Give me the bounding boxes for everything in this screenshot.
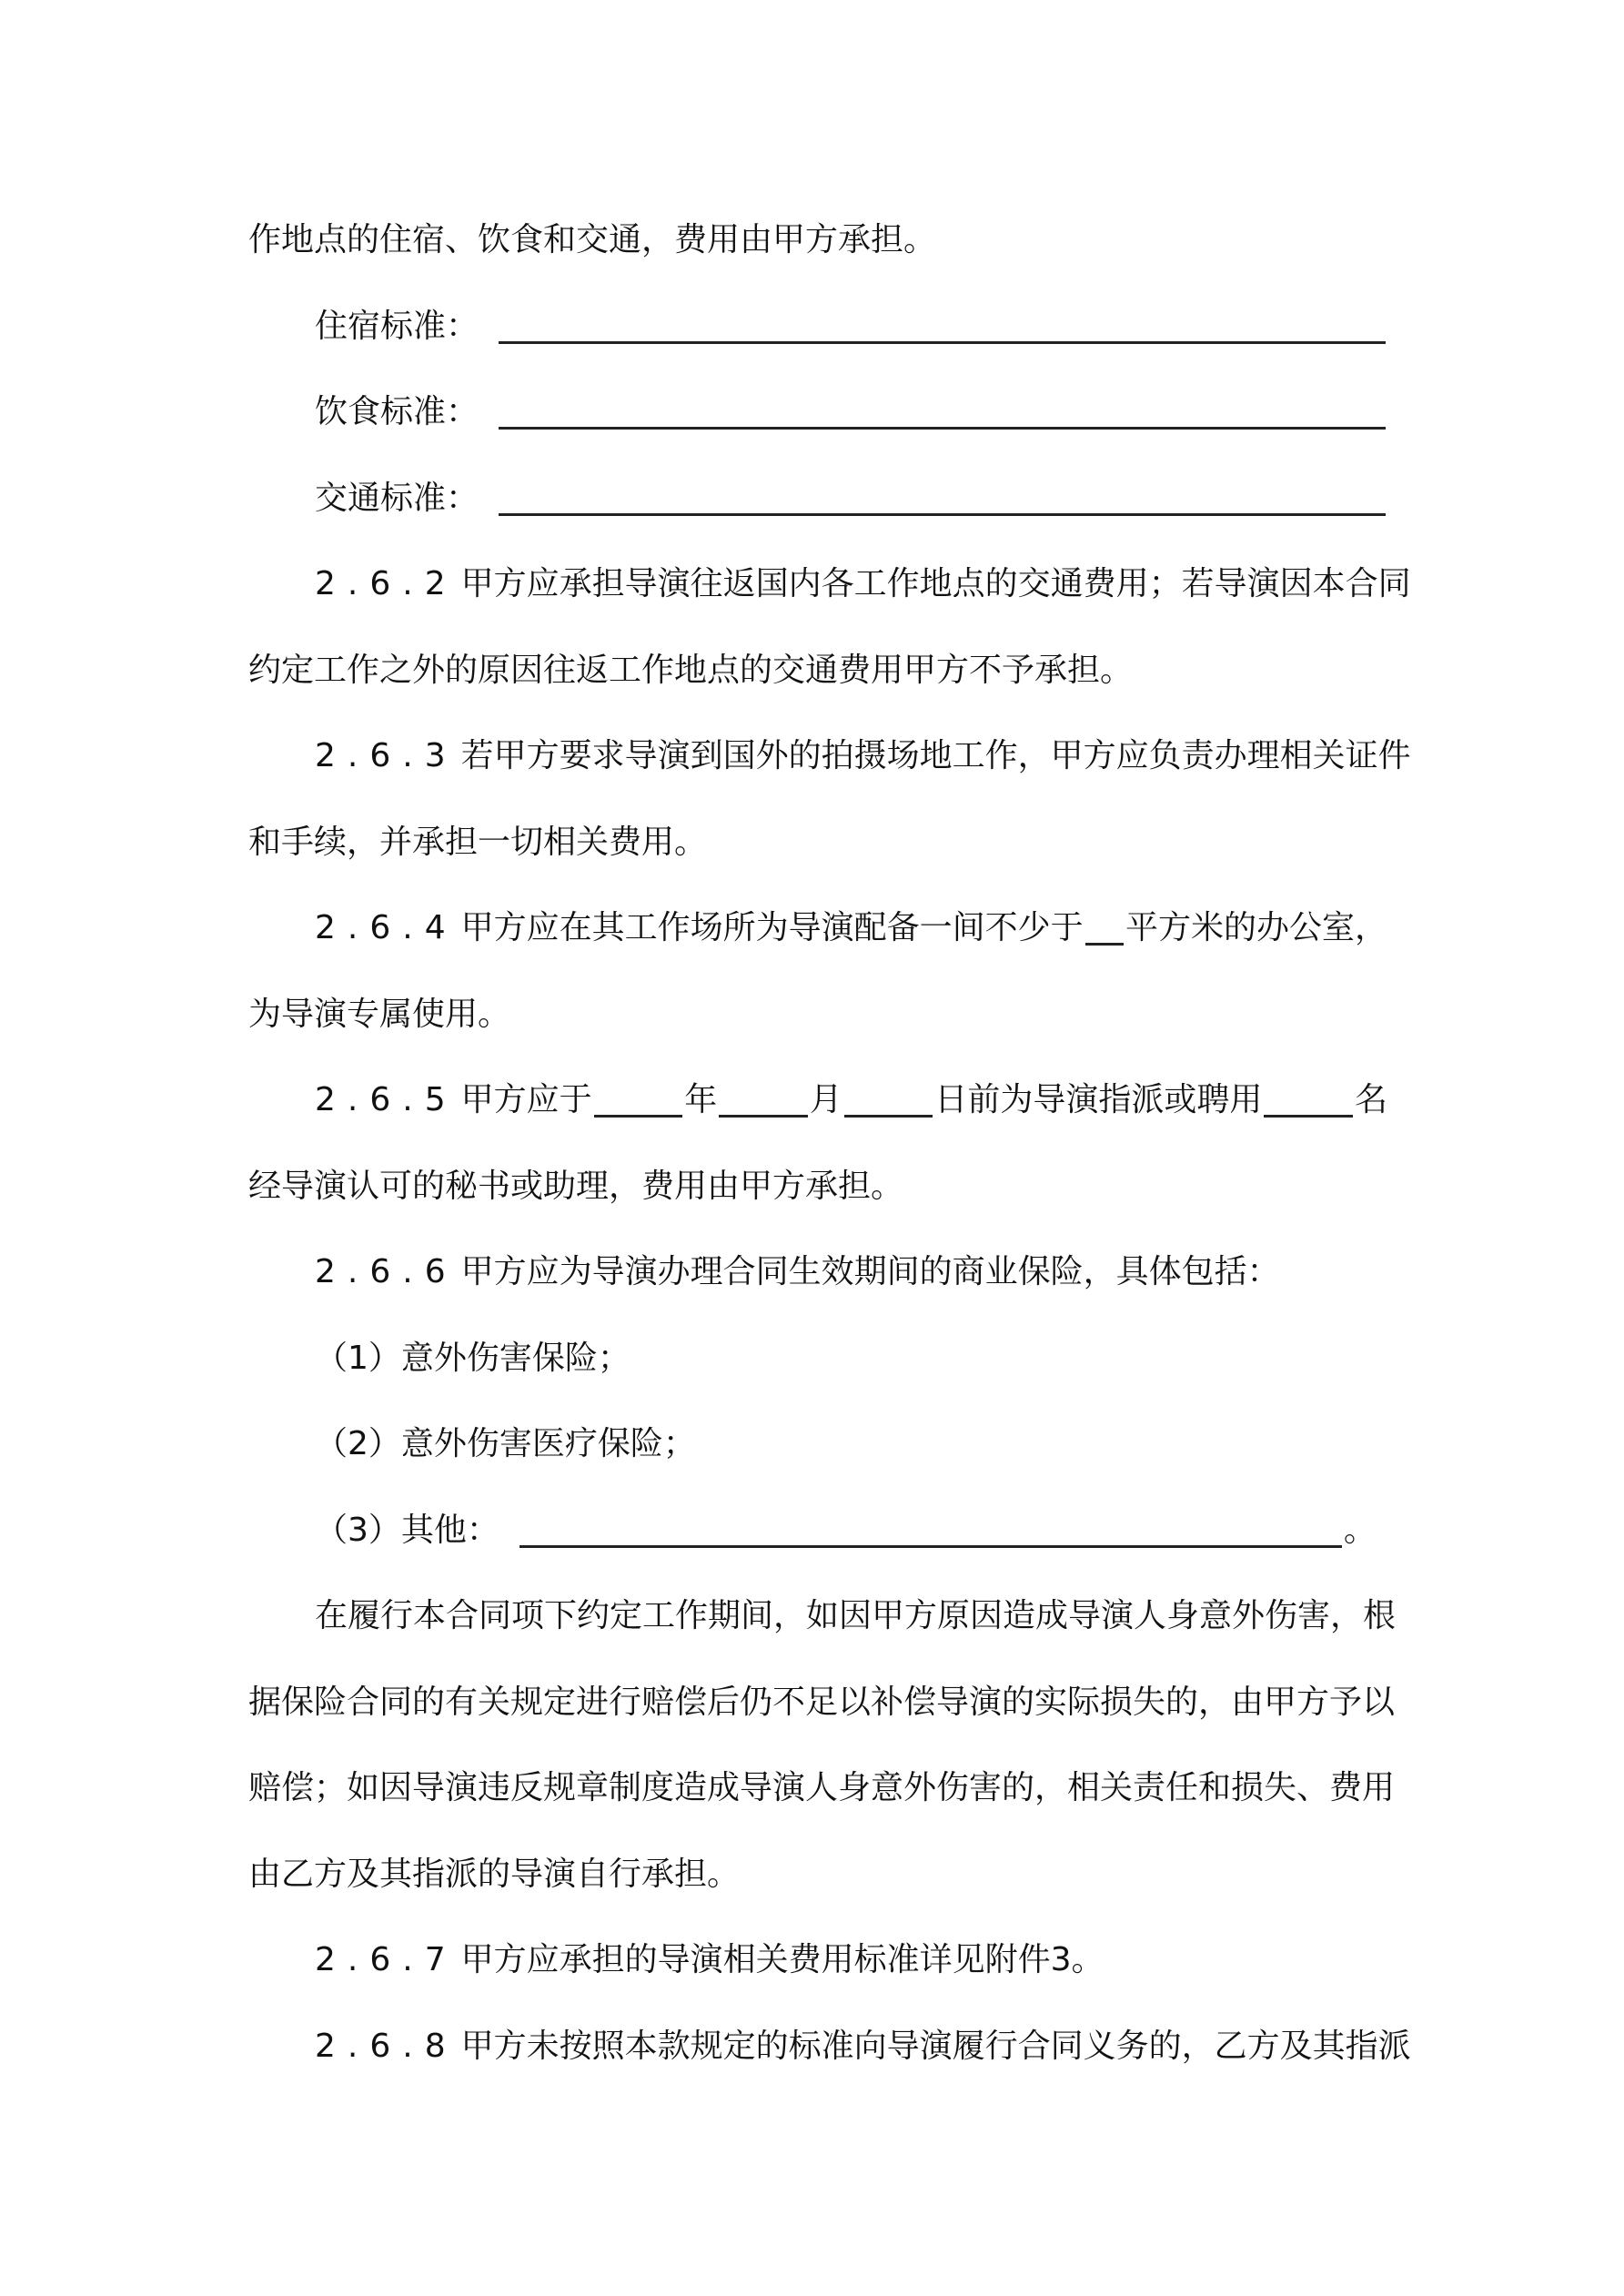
fill-in-blank <box>844 1084 933 1118</box>
text-line <box>315 1423 1387 1465</box>
text-segment: 年 <box>684 1081 718 1118</box>
text-line <box>248 994 1387 1036</box>
text-line <box>315 563 1411 605</box>
text-segment: 作地点的住宿、饮食和交通，费用由甲方承担。 <box>248 221 937 258</box>
text-line <box>315 2026 1411 2068</box>
text-segment: （2）意外伤害医疗保险； <box>315 1425 696 1462</box>
text-line <box>315 1338 1387 1380</box>
text-segment: 若甲方要求导演到国外的拍摄场地工作，甲方应负责办理相关证件 <box>460 737 1411 774</box>
text-segment: 赔偿；如因导演违反规章制度造成导演人身意外伤害的，相关责任和损失、费用 <box>248 1769 1396 1806</box>
text-line <box>315 1939 1387 1981</box>
text-segment: 据保险合同的有关规定进行赔偿后仍不足以补偿导演的实际损失的，由甲方予以 <box>248 1683 1396 1721</box>
text-line <box>315 907 1387 949</box>
text-segment: 甲方应于 <box>460 1081 592 1118</box>
fill-in-blank <box>719 1084 808 1118</box>
text-segment: 甲方应为导演办理合同生效期间的商业保险，具体包括： <box>460 1253 1280 1290</box>
text-segment: 由乙方及其指派的导演自行承担。 <box>248 1855 741 1893</box>
clause-number: 2.6.3 <box>315 737 458 774</box>
text-segment: 甲方未按照本款规定的标准向导演履行合同义务的，乙方及其指派 <box>460 2027 1411 2065</box>
text-line <box>315 1251 1387 1293</box>
clause-number: 2.6.8 <box>315 2027 458 2065</box>
clause-number: 2.6.6 <box>315 1253 458 1290</box>
text-line <box>248 1682 1396 1724</box>
text-segment: 甲方应在其工作场所为导演配备一间不少于 <box>460 909 1084 946</box>
text-segment: 住宿标准： <box>315 307 479 345</box>
text-line <box>315 735 1411 777</box>
text-line <box>315 306 1387 348</box>
text-line <box>315 1079 1387 1121</box>
text-line <box>248 1854 1387 1896</box>
clause-number: 2.6.2 <box>315 565 458 602</box>
text-segment: 名 <box>1354 1081 1387 1118</box>
fill-in-blank <box>594 1084 683 1118</box>
text-line <box>315 1595 1397 1637</box>
text-line <box>248 219 1387 261</box>
text-segment: 在履行本合同项下约定工作期间，如因甲方原因造成导演人身意外伤害，根 <box>315 1597 1397 1634</box>
text-line <box>248 1767 1396 1809</box>
fill-in-blank <box>519 1514 1342 1548</box>
fill-in-blank <box>1264 1084 1353 1118</box>
text-line <box>315 391 1387 433</box>
text-segment: （3）其他： <box>315 1511 499 1549</box>
text-line <box>315 1510 1387 1552</box>
fill-in-blank <box>499 396 1386 430</box>
text-segment: 月 <box>809 1081 842 1118</box>
text-segment: 经导演认可的秘书或助理，费用由甲方承担。 <box>248 1167 904 1205</box>
clause-number: 2.6.4 <box>315 909 458 946</box>
text-segment: 约定工作之外的原因往返工作地点的交通费用甲方不予承担。 <box>248 651 1134 689</box>
text-segment: 饮食标准： <box>315 393 479 430</box>
text-segment: 交通标准： <box>315 479 479 517</box>
text-line <box>248 650 1387 692</box>
clause-number: 2.6.5 <box>315 1081 458 1118</box>
text-segment: （1）意外伤害保险； <box>315 1339 630 1377</box>
text-segment: 平方米的办公室， <box>1125 909 1387 946</box>
fill-in-blank <box>1085 912 1124 946</box>
text-segment: 。 <box>1343 1511 1377 1549</box>
fill-in-blank <box>499 482 1386 516</box>
text-segment: 和手续，并承担一切相关费用。 <box>248 823 708 861</box>
text-line <box>248 822 1387 864</box>
clause-number: 2.6.7 <box>315 1941 458 1978</box>
fill-in-blank <box>499 310 1386 344</box>
text-segment: 甲方应承担的导演相关费用标准详见附件3。 <box>460 1941 1105 1978</box>
text-segment: 为导演专属使用。 <box>248 995 511 1033</box>
text-segment: 甲方应承担导演往返国内各工作地点的交通费用；若导演因本合同 <box>460 565 1411 602</box>
text-line <box>248 1166 1387 1208</box>
text-segment: 日前为导演指派或聘用 <box>934 1081 1263 1118</box>
text-line <box>315 478 1387 520</box>
